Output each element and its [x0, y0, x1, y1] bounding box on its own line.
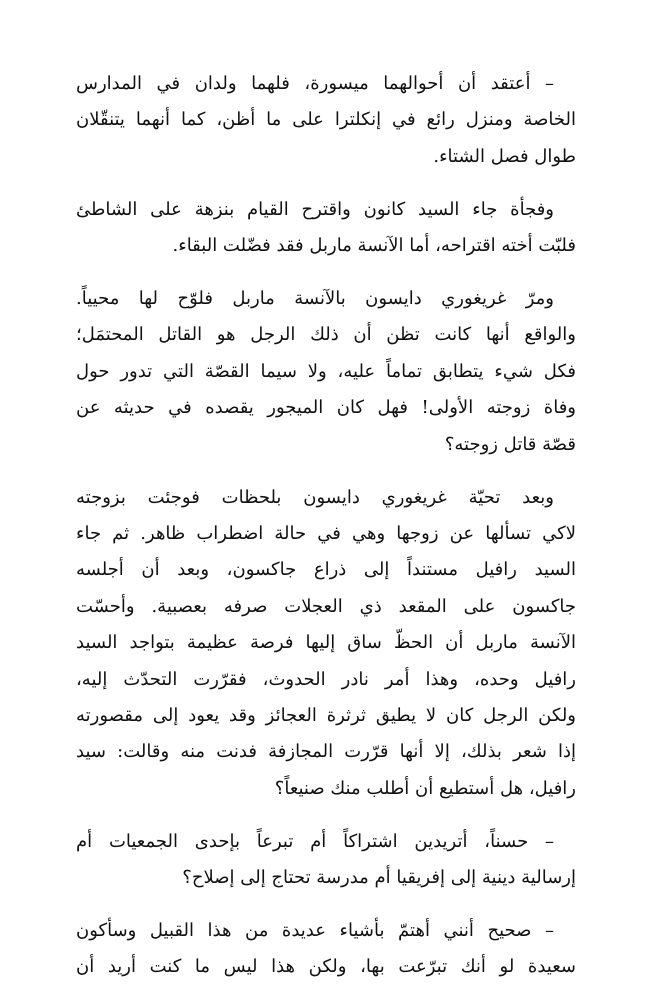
text-line: والواقع أنها كانت تظن أن ذلك الرجل هو القاتل المحتمَل؛	[76, 324, 576, 346]
paragraph	[76, 480, 576, 808]
text-line: الخاصة ومنزل رائع في إنكلترا على ما أظن، كما أنهما يتنقّلان	[76, 109, 576, 131]
text-line: رافيل، هل أستطيع أن أطلب منك صنيعاً؟	[274, 777, 576, 799]
text-line: جاكسون على المقعد ذي العجلات صرفه بعصبية. وأحسّت	[76, 595, 576, 617]
text-line: سعيدة لو أنك تبرّعت بها، ولكن هذا ليس ما كنت أريد أن	[76, 956, 576, 978]
paragraph	[76, 66, 576, 175]
paragraph	[76, 192, 576, 265]
paragraph	[76, 913, 576, 986]
text-line: ومرّ غريغوري دايسون بالآنسة ماربل فلوّح لها محيياً.	[76, 288, 554, 310]
text-line: – أعتقد أن أحوالهما ميسورة، فلهما ولدان في المدارس	[76, 73, 554, 94]
text-line: رافيل وحده، وهذا أمر نادر الحدوث، فقرّرت التحدّث إليه،	[76, 668, 576, 690]
text-line: الآنسة ماربل أن الحظّ ساق إليها فرصة عظيمة بتواجد السيد	[76, 632, 576, 654]
text-line: وفاة زوجته الأولى! فهل كان الميجور يقصده في حديثه عن	[76, 397, 576, 419]
text-line: – حسناً، أتريدين اشتراكاً أم تبرعاً بإحدى الجمعيات أم	[76, 830, 554, 852]
text-line: إذا شعر بذلك، إلا أنها قرّرت المجازفة فدنت منه وقالت: سيد	[76, 741, 576, 763]
text-line: قصّة قاتل زوجته؟	[444, 433, 576, 455]
text-line: طوال فصل الشتاء.	[433, 145, 576, 167]
text-line: – صحيح أنني أهتمّ بأشياء عديدة من هذا القبيل وسأكون	[76, 920, 554, 942]
text-line: وبعد تحيّة غريغوري دايسون بلحظات فوجئت بزوجته	[76, 486, 554, 508]
text-line: وفجأة جاء السيد كانون واقترح القيام بنزهة على الشاطئ	[76, 198, 554, 220]
text-line: السيد رافيل مستنداً إلى ذراع جاكسون، وبعد أن أجلسه	[76, 559, 576, 581]
book-page	[76, 66, 576, 1002]
text-line: لاكي تسألها عن زوجها وهي في حالة اضطراب ظاهر. ثم جاء	[76, 522, 576, 544]
text-line: ولكن الرجل كان لا يطيق ثرثرة العجائز وقد يعود إلى مقصورته	[76, 705, 576, 726]
paragraph	[76, 281, 576, 463]
text-line: إرسالية دينية إلى إفريقيا أم مدرسة تحتاج إلى إصلاح؟	[182, 867, 576, 889]
text-line: فلبّت أخته اقتراحه، أما الآنسة ماربل فقد فضّلت البقاء.	[172, 235, 576, 257]
paragraph	[76, 824, 576, 897]
text-line: فكل شيء يتطابق تماماً عليه، ولا سيما القصّة التي تدور حول	[76, 360, 576, 382]
